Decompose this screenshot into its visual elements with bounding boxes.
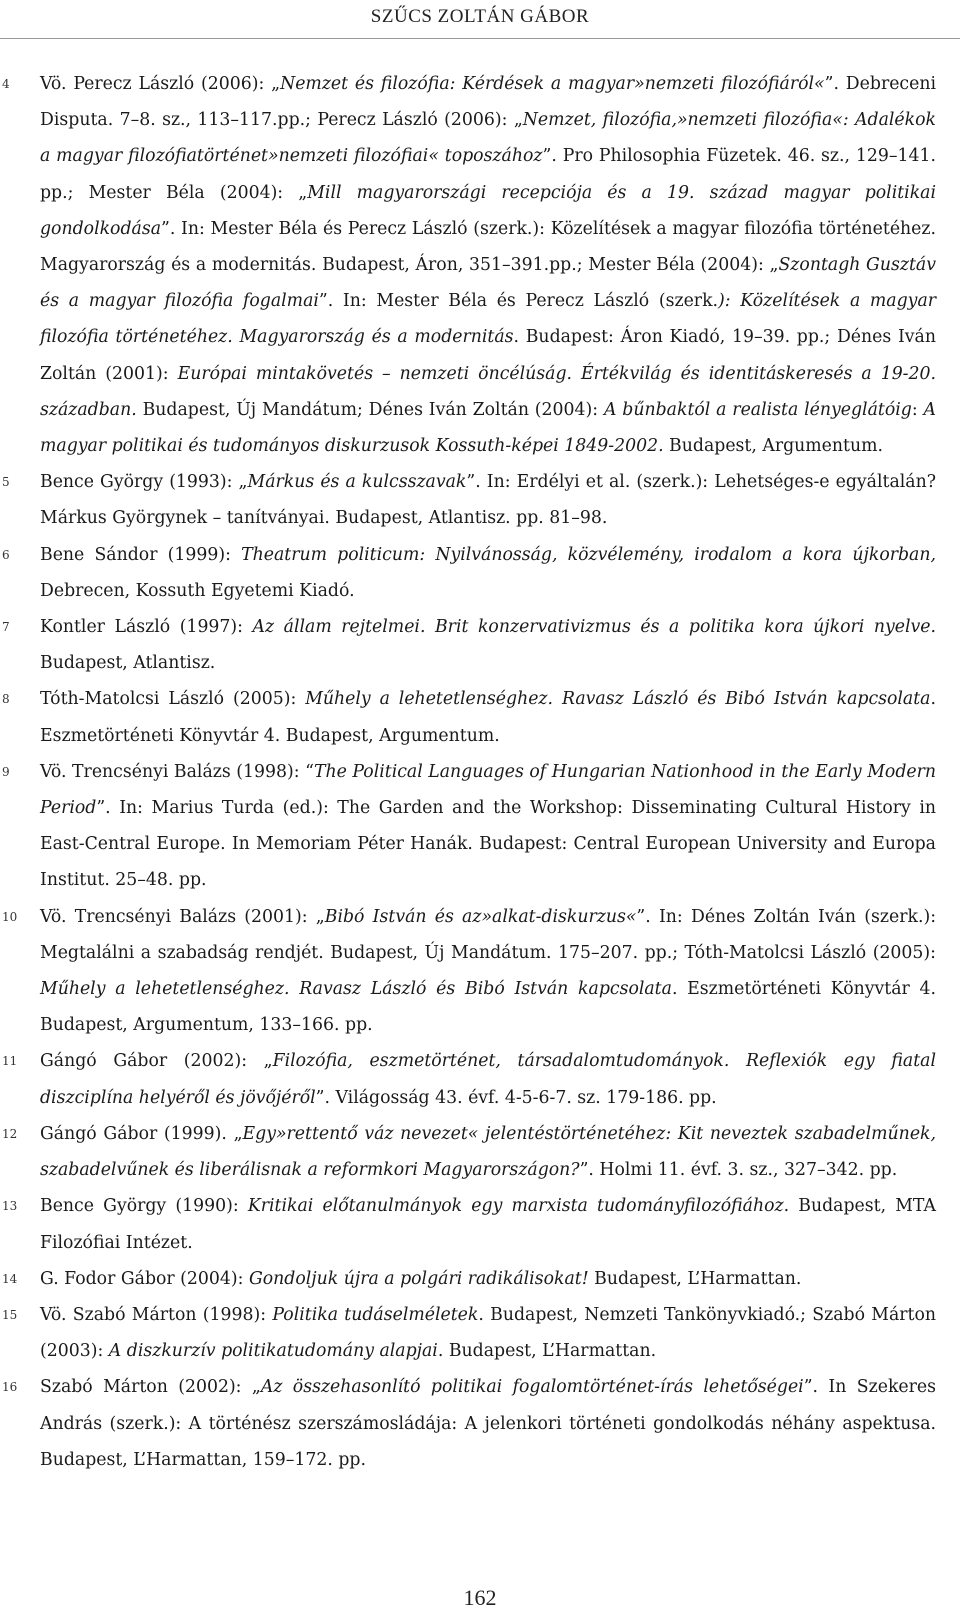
- footnote-number: 5: [2, 475, 10, 490]
- footnote-title-run: Műhely a lehetetlenséghez. Ravasz László és Bibó István kapcsolata: [305, 689, 931, 710]
- footnote-title-run: Kritikai előtanulmányok egy marxista tudományfilozófiához.: [247, 1196, 790, 1217]
- footnote-number: 12: [2, 1126, 18, 1141]
- footnote-title-run: Műhely a lehetetlenséghez. Ravasz László és Bibó István kapcsolata: [40, 979, 672, 1000]
- footnote-text: [40, 689, 936, 745]
- footnote-text-run: Vö. Perecz László (2006): „: [40, 74, 281, 94]
- footnote-text: [40, 1305, 936, 1361]
- footnote-text-run: Szabó Márton (2002): „: [40, 1377, 261, 1398]
- footnote-number: 10: [2, 909, 18, 924]
- footnote-text: [40, 1196, 936, 1252]
- footnote-title-run: A bűnbaktól a realista lényeglátóig: [603, 399, 912, 420]
- footnote: [2, 1188, 936, 1260]
- footnote-text-run: ”. Holmi 11. évf. 3. sz., 327–342. pp.: [579, 1160, 898, 1181]
- footnote-title-run: Európai mintakövetés – nemzeti öncélúság. Értékvilág és identitáskeresés a 19-20. században.: [40, 363, 937, 420]
- footnote: [2, 1369, 936, 1478]
- footnote-text-run: Budapest, L’Harmattan.: [588, 1268, 802, 1289]
- footnote-title-run: Nemzet és filozófia: Kérdések a magyar»nemzeti filozófiáról«: [280, 74, 825, 94]
- footnotes-list: [2, 66, 937, 1478]
- footnote: [2, 537, 936, 609]
- footnote-text: [40, 74, 936, 456]
- footnote-text: [40, 1124, 936, 1180]
- footnote-text-run: Gángó Gábor (1999). „: [40, 1123, 243, 1144]
- footnote-title-run: Egy»rettentő váz nevezet« jelentéstörténetéhez: Kit neveztek szabadelműnek, szabadelvűnek és liberálisnak a reformkori Magyarországon?: [40, 1123, 937, 1181]
- header-rule: [0, 38, 960, 39]
- footnote-text-run: Vö. Szabó Márton (1998):: [40, 1304, 273, 1325]
- footnote-title-run: A magyar politikai és tudományos diskurzusok Kossuth-képei 1849-2002.: [40, 399, 936, 457]
- footnote-title-run: A diszkurzív politikatudomány alapjai: [108, 1341, 438, 1362]
- footnote-text-run: G. Fodor Gábor (2004):: [40, 1268, 249, 1289]
- footnote-number: 4: [2, 77, 10, 91]
- footnote-text: [40, 617, 936, 673]
- footnote-text-run: . Budapest, Nemzeti Tankönyvkiadó.; Szabó Márton (2003):: [40, 1304, 937, 1362]
- footnote-text-run: ”. Pro Philosophia Füzetek. 46. sz., 129–141. pp.; Mester Béla (2004): „: [40, 146, 936, 203]
- footnote-title-run: Theatrum politicum: Nyilvánosság, közvélemény, irodalom a kora újkorban,: [241, 544, 936, 565]
- footnote-number: 9: [2, 764, 10, 779]
- footnote-title-run: Szontagh Gusztáv és a magyar filozófia fogalmai: [40, 255, 936, 312]
- footnote-title-run: Márkus és a kulcsszavak: [247, 472, 467, 493]
- footnote-text-run: Kontler László (1997):: [40, 617, 253, 638]
- footnote-number: 13: [2, 1199, 18, 1214]
- footnote: [2, 1261, 936, 1297]
- footnote-title-run: Bibó István és az»alkat-diskurzus«: [324, 906, 637, 927]
- footnote: [2, 754, 936, 899]
- footnote-number: 15: [2, 1307, 18, 1322]
- footnote-text-run: Bence György (1990):: [40, 1196, 248, 1217]
- footnote-text-run: Bene Sándor (1999):: [40, 544, 242, 565]
- footnote-text-run: ”. In: Marius Turda (ed.): The Garden and the Workshop: Disseminating Cultural History in East-Central Europe. In Memoriam Péter Hanák. Budapest: Central European University and Europa Institut. 25–48. pp.: [40, 798, 936, 891]
- footnote-text-run: Gángó Gábor (2002): „: [40, 1051, 273, 1072]
- footnote: [2, 66, 937, 464]
- footnote: [2, 464, 936, 536]
- footnote-number: 8: [2, 692, 10, 707]
- footnote-text: [40, 907, 936, 1036]
- footnote-text-run: ”. In: Erdélyi et al. (szerk.): Lehetséges-e egyáltalán? Márkus Györgynek – tanítványai. Budapest, Atlantisz. pp. 81–98.: [40, 472, 936, 529]
- footnote-text-run: Tóth-Matolcsi László (2005):: [40, 689, 306, 710]
- footnote-number: 6: [2, 547, 10, 562]
- footnote-title-run: Nemzet, filozófia,»nemzeti filozófia«: Adalékok a magyar filozófiatörténet»nemzeti filozófiai« toposzához: [40, 110, 936, 167]
- footnote: [2, 1297, 937, 1369]
- footnote-title-run: Filozófia, eszmetörténet, társadalomtudományok. Reflexiók egy fiatal diszciplína helyéről és jövőjéről: [40, 1051, 936, 1108]
- footnote: [2, 1116, 937, 1188]
- footnote-number: 11: [2, 1054, 18, 1069]
- footnote-text-run: ”. In: Mester Béla és Perecz László (szerk.): Közelítések a magyar filozófia történetéhez. Magyarország és a modernitás. Budapest, Áron, 351–391.pp.; Mester Béla (2004): „: [40, 218, 936, 276]
- footnote-text-run: Budapest, Új Mandátum; Dénes Iván Zoltán (2004):: [136, 399, 604, 420]
- footnote-number: 7: [2, 620, 10, 635]
- running-header: SZŰCS ZOLTÁN GÁBOR: [370, 6, 590, 27]
- footnote-title-run: Mill magyarországi recepciója és a 19. század magyar politikai gondolkodása: [40, 182, 936, 239]
- footnote-text-run: :: [911, 399, 924, 420]
- footnote-text-run: Vö. Trencsényi Balázs (2001): „: [40, 906, 325, 927]
- footnote-text-run: . Eszmetörténeti Könyvtár 4. Budapest, Argumentum, 133–166. pp.: [40, 979, 936, 1036]
- footnote-text-run: ”. In: Dénes Zoltán Iván (szerk.): Megtalálni a szabadság rendjét. Budapest, Új Mandátum. 175–207. pp.; Tóth-Matolcsi László (2005):: [40, 906, 937, 963]
- footnote-text-run: Bence György (1993): „: [40, 472, 248, 493]
- footnote: [2, 609, 937, 681]
- footnote-title-run: Az állam rejtelmei. Brit konzervativizmus és a politika kora újkori nyelve.: [252, 617, 937, 638]
- footnote-text: [40, 472, 936, 528]
- footnote-title-run: Az összehasonlító politikai fogalomtörténet-írás lehetőségei: [260, 1377, 804, 1398]
- page-number: 162: [463, 1585, 497, 1610]
- footnote-text-run: . Budapest, L’Harmattan.: [437, 1341, 657, 1362]
- footnote-text-run: ”. In Szekeres András (szerk.): A történész szerszámosládája: A jelenkori történeti gondolkodás néhány aspektusa. Budapest, L’Harmattan, 159–172. pp.: [40, 1377, 936, 1470]
- footnote-text-run: . Eszmetörténeti Könyvtár 4. Budapest, Argumentum.: [40, 689, 936, 746]
- footnote-number: 16: [2, 1380, 18, 1395]
- footnote-text: [40, 1269, 801, 1289]
- footnote-text-run: ”. Debreceni Disputa. 7–8. sz., 113–117.pp.; Perecz László (2006): „: [40, 74, 936, 131]
- footnote-title-run: The Political Languages of Hungarian Nationhood in the Early Modern Period: [40, 761, 936, 819]
- footnote-title-run: ): Közelítések a magyar filozófia történetéhez. Magyarország és a modernitás: [40, 291, 937, 348]
- footnote-text-run: Vö. Trencsényi Balázs (1998): “: [40, 761, 314, 782]
- footnote-text-run: Budapest, Atlantisz.: [40, 653, 216, 674]
- footnote-text-run: ”. Világosság 43. évf. 4-5-6-7. sz. 179-186. pp.: [315, 1087, 717, 1108]
- footnote: [2, 1043, 936, 1115]
- footnote-text-run: . Budapest: Áron Kiadó, 19–39. pp.; Dénes Iván Zoltán (2001):: [40, 327, 936, 384]
- footnote-title-run: Politika tudáselméletek: [272, 1304, 479, 1325]
- footnote-text: [40, 762, 936, 891]
- footnote-text-run: Budapest, MTA Filozófiai Intézet.: [40, 1196, 936, 1253]
- footnote-number: 14: [2, 1271, 18, 1286]
- footnote-text-run: Budapest, Argumentum.: [663, 436, 883, 457]
- footnote-text-run: Debrecen, Kossuth Egyetemi Kiadó.: [40, 580, 355, 601]
- footnote-title-run: Gondoljuk újra a polgári radikálisokat!: [248, 1268, 589, 1289]
- footnote-text: [40, 1051, 936, 1107]
- footnote-text: [40, 545, 936, 601]
- footnote: [2, 681, 936, 753]
- footnote-text: [40, 1377, 936, 1469]
- footnote-text-run: ”. In: Mester Béla és Perecz László (szerk.: [318, 291, 719, 312]
- footnote: [2, 899, 937, 1044]
